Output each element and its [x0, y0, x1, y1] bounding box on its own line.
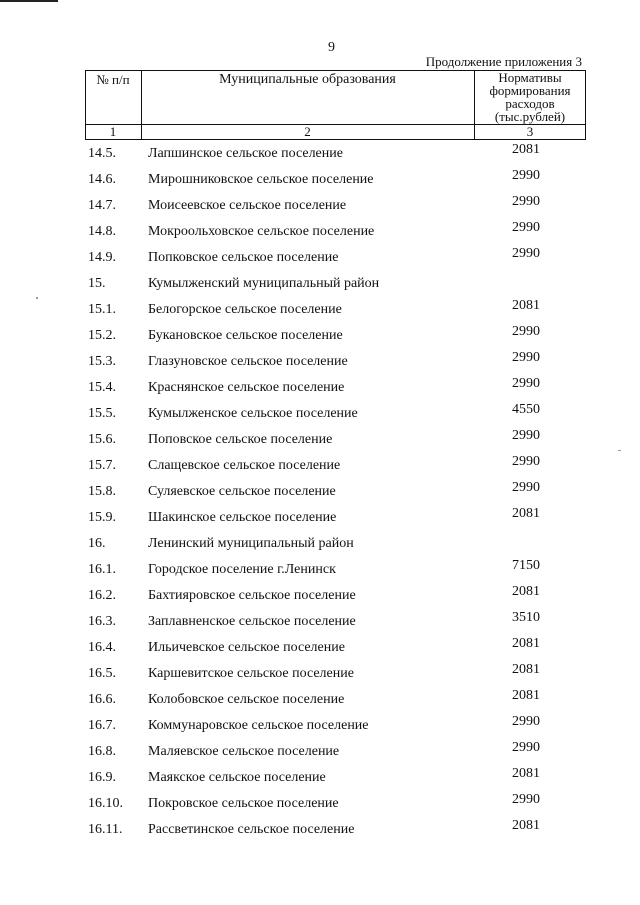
table-row: [0, 376, 640, 402]
row-norm-value: 2081: [512, 298, 540, 313]
row-municipality: Маляевское сельское поселение: [148, 744, 340, 759]
table-row: [0, 740, 640, 766]
table-row: [0, 610, 640, 636]
row-municipality: Попковское сельское поселение: [148, 250, 339, 265]
table-row: [0, 194, 640, 220]
table-row: [0, 766, 640, 792]
row-number: 15.5.: [88, 406, 116, 421]
table-row: [0, 558, 640, 584]
row-municipality: Букановское сельское поселение: [148, 328, 343, 343]
row-norm-value: 2990: [512, 220, 540, 235]
table-row: [0, 662, 640, 688]
row-municipality: Покровское сельское поселение: [148, 796, 339, 811]
row-municipality: Краснянское сельское поселение: [148, 380, 345, 395]
row-number: 15.7.: [88, 458, 116, 473]
table-row: [0, 324, 640, 350]
row-municipality: Лапшинское сельское поселение: [148, 146, 343, 161]
row-municipality: Заплавненское сельское поселение: [148, 614, 356, 629]
table-row: [0, 688, 640, 714]
row-municipality: Мирошниковское сельское поселение: [148, 172, 374, 187]
row-number: 14.8.: [88, 224, 116, 239]
row-norm-value: 4550: [512, 402, 540, 417]
page-number: 9: [328, 40, 335, 55]
header-norm-column: Нормативы формирования расходов (тыс.рублей): [489, 70, 571, 124]
header-index-1: 1: [109, 124, 117, 139]
table-row: [0, 402, 640, 428]
row-number: 16.10.: [88, 796, 123, 811]
table-row: [0, 142, 640, 168]
row-number: 14.7.: [88, 198, 116, 213]
row-municipality: Колобовское сельское поселение: [148, 692, 345, 707]
row-norm-value: 2081: [512, 662, 540, 677]
row-number: 14.9.: [88, 250, 116, 265]
table-row: [0, 480, 640, 506]
table-row: [0, 428, 640, 454]
row-number: 16.7.: [88, 718, 116, 733]
table-row: [0, 714, 640, 740]
header-index-2: 2: [304, 124, 311, 139]
row-number: 15.6.: [88, 432, 116, 447]
row-number: 15.8.: [88, 484, 116, 499]
row-number: 15.1.: [88, 302, 116, 317]
table-row: [0, 168, 640, 194]
row-norm-value: 2990: [512, 480, 540, 495]
row-norm-value: 3510: [512, 610, 540, 625]
row-municipality: Кумылженское сельское поселение: [148, 406, 358, 421]
row-norm-value: 2081: [512, 766, 540, 781]
table-row: [0, 454, 640, 480]
header-index-3: 3: [526, 124, 534, 139]
header-name-column: Муниципальные образования: [219, 72, 396, 87]
row-norm-value: 2990: [512, 324, 540, 339]
row-municipality: Каршевитское сельское поселение: [148, 666, 354, 681]
header-bottom-rule: [85, 139, 586, 140]
row-norm-value: 2990: [512, 168, 540, 183]
table-row: [0, 792, 640, 818]
row-municipality: Слащевское сельское поселение: [148, 458, 341, 473]
row-number: 14.5.: [88, 146, 116, 161]
table-row: [0, 818, 640, 844]
row-municipality: Коммунаровское сельское поселение: [148, 718, 369, 733]
row-norm-value: 2081: [512, 142, 540, 157]
row-norm-value: 2990: [512, 714, 540, 729]
row-norm-value: 2081: [512, 688, 540, 703]
header-number-column: № п/п: [96, 72, 130, 87]
top-rule: [0, 0, 58, 2]
row-number: 16.9.: [88, 770, 116, 785]
row-municipality: Моисеевское сельское поселение: [148, 198, 347, 213]
row-number: 15.4.: [88, 380, 116, 395]
row-number: 16.2.: [88, 588, 116, 603]
row-norm-value: 2990: [512, 376, 540, 391]
table-row: [0, 350, 640, 376]
row-norm-value: 2081: [512, 506, 540, 521]
table-row: [0, 584, 640, 610]
row-municipality: Поповское сельское поселение: [148, 432, 333, 447]
table-row: [0, 220, 640, 246]
row-municipality: Глазуновское сельское поселение: [148, 354, 348, 369]
row-norm-value: 2990: [512, 792, 540, 807]
row-number: 16.1.: [88, 562, 116, 577]
row-norm-value: 2081: [512, 636, 540, 651]
row-norm-value: 2990: [512, 246, 540, 261]
row-number: 16.: [88, 536, 106, 551]
table-row: [0, 298, 640, 324]
row-number: 16.8.: [88, 744, 116, 759]
row-municipality: Ильичевское сельское поселение: [148, 640, 345, 655]
row-number: 15.9.: [88, 510, 116, 525]
table-row: [0, 506, 640, 532]
row-norm-value: 2990: [512, 194, 540, 209]
row-municipality: Мокроольховское сельское поселение: [148, 224, 375, 239]
table-row: [0, 532, 640, 558]
table-row: [0, 636, 640, 662]
row-municipality: Рассветинское сельское поселение: [148, 822, 355, 837]
row-municipality: Ленинский муниципальный район: [148, 536, 354, 551]
row-norm-value: 2081: [512, 584, 540, 599]
row-number: 15.: [88, 276, 106, 291]
row-number: 15.2.: [88, 328, 116, 343]
row-number: 16.5.: [88, 666, 116, 681]
row-norm-value: 2990: [512, 350, 540, 365]
table-body: [0, 142, 640, 844]
row-norm-value: 7150: [512, 558, 540, 573]
row-number: 14.6.: [88, 172, 116, 187]
row-municipality: Суляевское сельское поселение: [148, 484, 336, 499]
row-norm-value: 2990: [512, 454, 540, 469]
row-municipality: Маякское сельское поселение: [148, 770, 326, 785]
row-norm-value: 2081: [512, 818, 540, 833]
table-header: [85, 70, 586, 140]
row-norm-value: 2990: [512, 428, 540, 443]
row-number: 16.3.: [88, 614, 116, 629]
row-number: 15.3.: [88, 354, 116, 369]
row-municipality: Белогорское сельское поселение: [148, 302, 342, 317]
row-municipality: Кумылженский муниципальный район: [148, 276, 380, 291]
row-municipality: Городское поселение г.Ленинск: [148, 562, 336, 577]
row-number: 16.11.: [88, 822, 123, 837]
row-municipality: Бахтияровское сельское поселение: [148, 588, 356, 603]
table-row: [0, 272, 640, 298]
row-number: 16.4.: [88, 640, 116, 655]
row-number: 16.6.: [88, 692, 116, 707]
continuation-note: Продолжение приложения 3: [425, 54, 582, 69]
row-norm-value: 2990: [512, 740, 540, 755]
table-row: [0, 246, 640, 272]
row-municipality: Шакинское сельское поселение: [148, 510, 337, 525]
